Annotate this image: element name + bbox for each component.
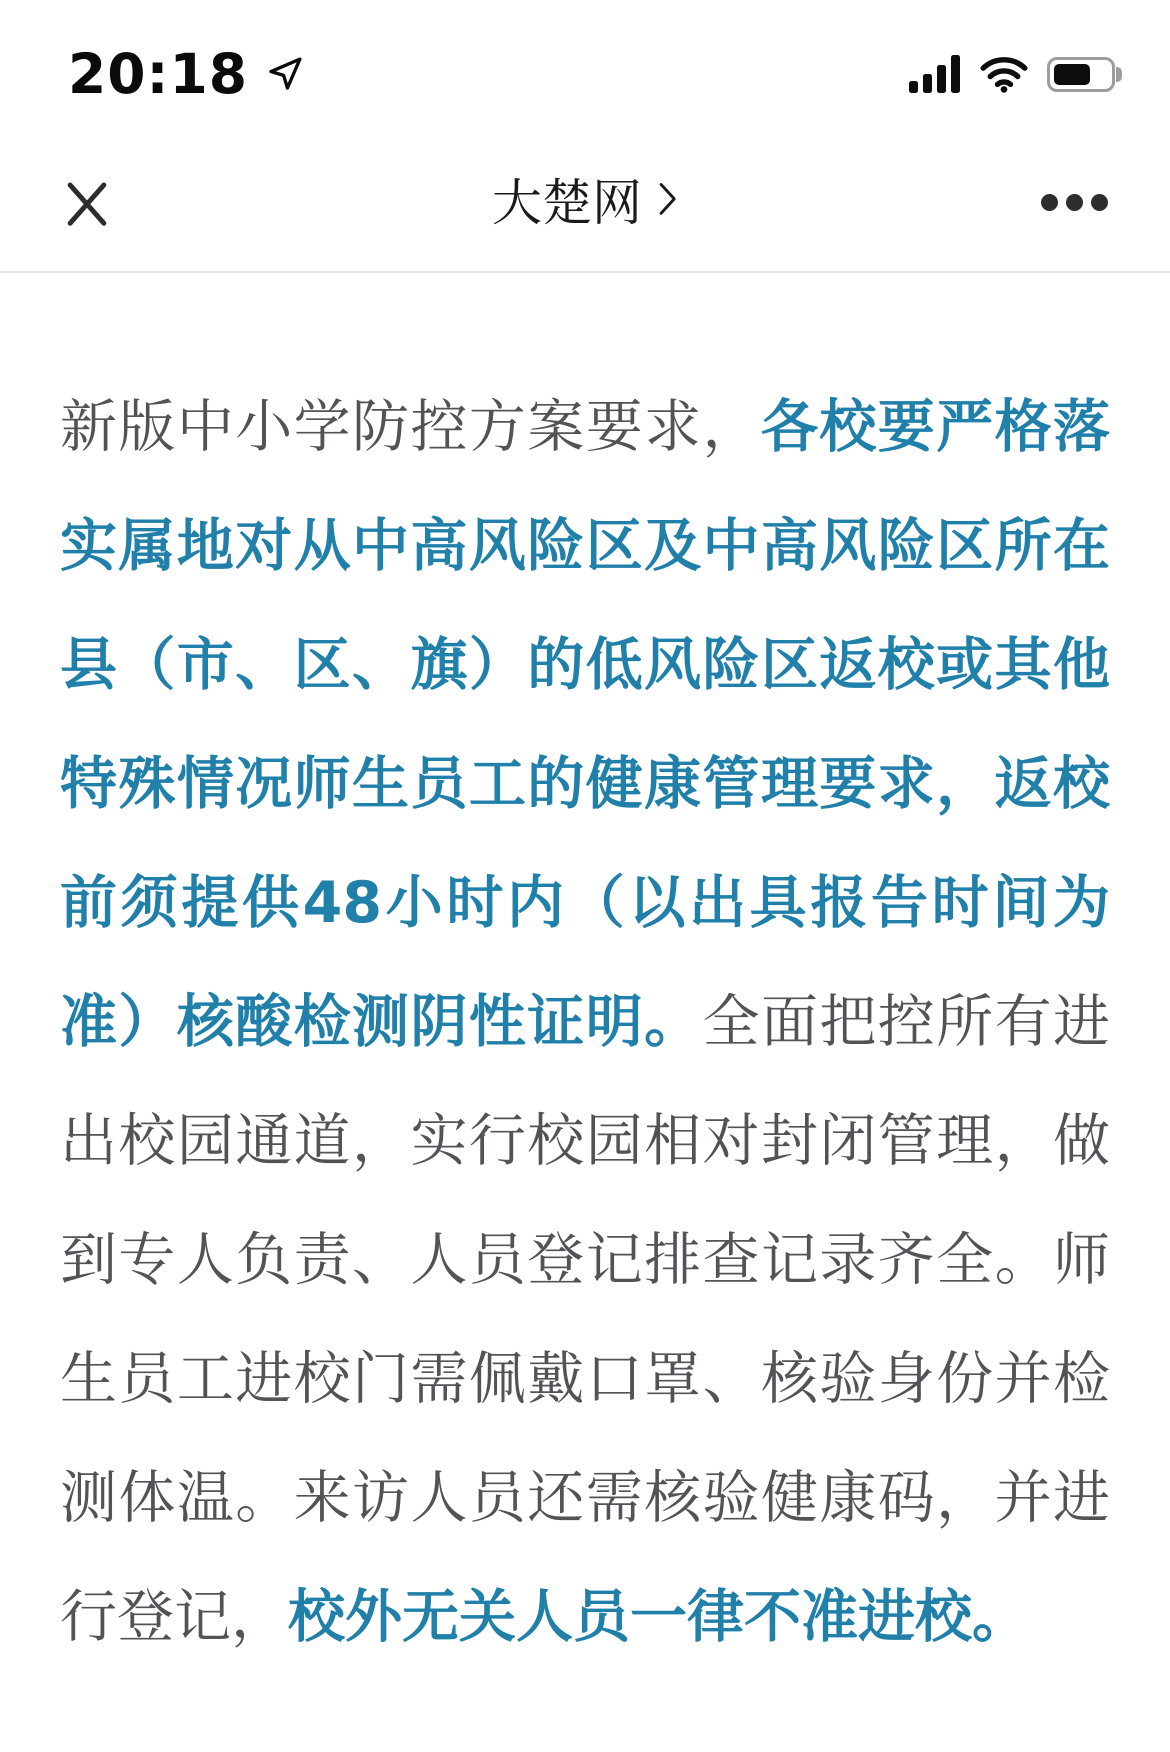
article-text-highlight: 特殊情况师生员工的健康管理要求，返校 <box>60 751 1110 817</box>
article-text-highlight: 前须提供48小时内（以出具报告时间为 <box>60 870 1110 936</box>
article-line <box>60 1201 1110 1320</box>
status-bar-right <box>909 55 1115 93</box>
article-line <box>60 844 1110 963</box>
article-text: 行登记， <box>60 1584 288 1650</box>
article-text: 新版中小学防控方案要求， <box>60 394 761 460</box>
article-text-highlight: 县（市、区、旗）的低风险区返校或其他 <box>60 632 1110 698</box>
cellular-signal-icon <box>909 55 961 93</box>
chevron-right-icon <box>658 180 678 216</box>
status-bar-left <box>68 42 306 106</box>
nav-bar <box>0 120 1170 271</box>
account-title-label: 大楚网 <box>492 173 642 232</box>
article-line <box>60 487 1110 606</box>
battery-icon <box>1047 57 1115 92</box>
battery-cap <box>1116 67 1122 82</box>
wifi-icon <box>979 55 1029 93</box>
location-arrow-icon <box>264 53 306 95</box>
article-text-highlight: 校外无关人员一律不准进校。 <box>288 1584 1029 1650</box>
status-time: 20:18 <box>68 42 249 106</box>
article-line <box>60 1320 1110 1439</box>
article-body <box>0 273 1170 1677</box>
article-line <box>60 1082 1110 1201</box>
close-button[interactable] <box>60 175 114 231</box>
close-icon <box>60 175 114 231</box>
article-line <box>60 368 1110 487</box>
battery-fill <box>1054 64 1090 85</box>
more-icon <box>1037 194 1112 211</box>
article-line <box>60 963 1110 1082</box>
article-text: 测体温。来访人员还需核验健康码，并进 <box>60 1465 1110 1531</box>
account-title[interactable] <box>492 162 678 234</box>
article-line <box>60 1558 1110 1677</box>
article-line <box>60 1439 1110 1558</box>
article-line <box>60 725 1110 844</box>
status-bar <box>0 0 1170 120</box>
article-text-highlight: 实属地对从中高风险区及中高风险区所在 <box>60 513 1110 579</box>
article-line <box>60 606 1110 725</box>
article-text-highlight: 各校要严格落 <box>760 394 1110 460</box>
more-button[interactable] <box>1037 194 1112 211</box>
article-text-highlight: 准）核酸检测阴性证明。 <box>60 989 703 1055</box>
article-text: 到专人负责、人员登记排查记录齐全。师 <box>60 1227 1110 1293</box>
article-text: 出校园通道，实行校园相对封闭管理，做 <box>60 1108 1110 1174</box>
article-text: 生员工进校门需佩戴口罩、核验身份并检 <box>60 1346 1110 1412</box>
article-text: 全面把控所有进 <box>702 989 1110 1055</box>
